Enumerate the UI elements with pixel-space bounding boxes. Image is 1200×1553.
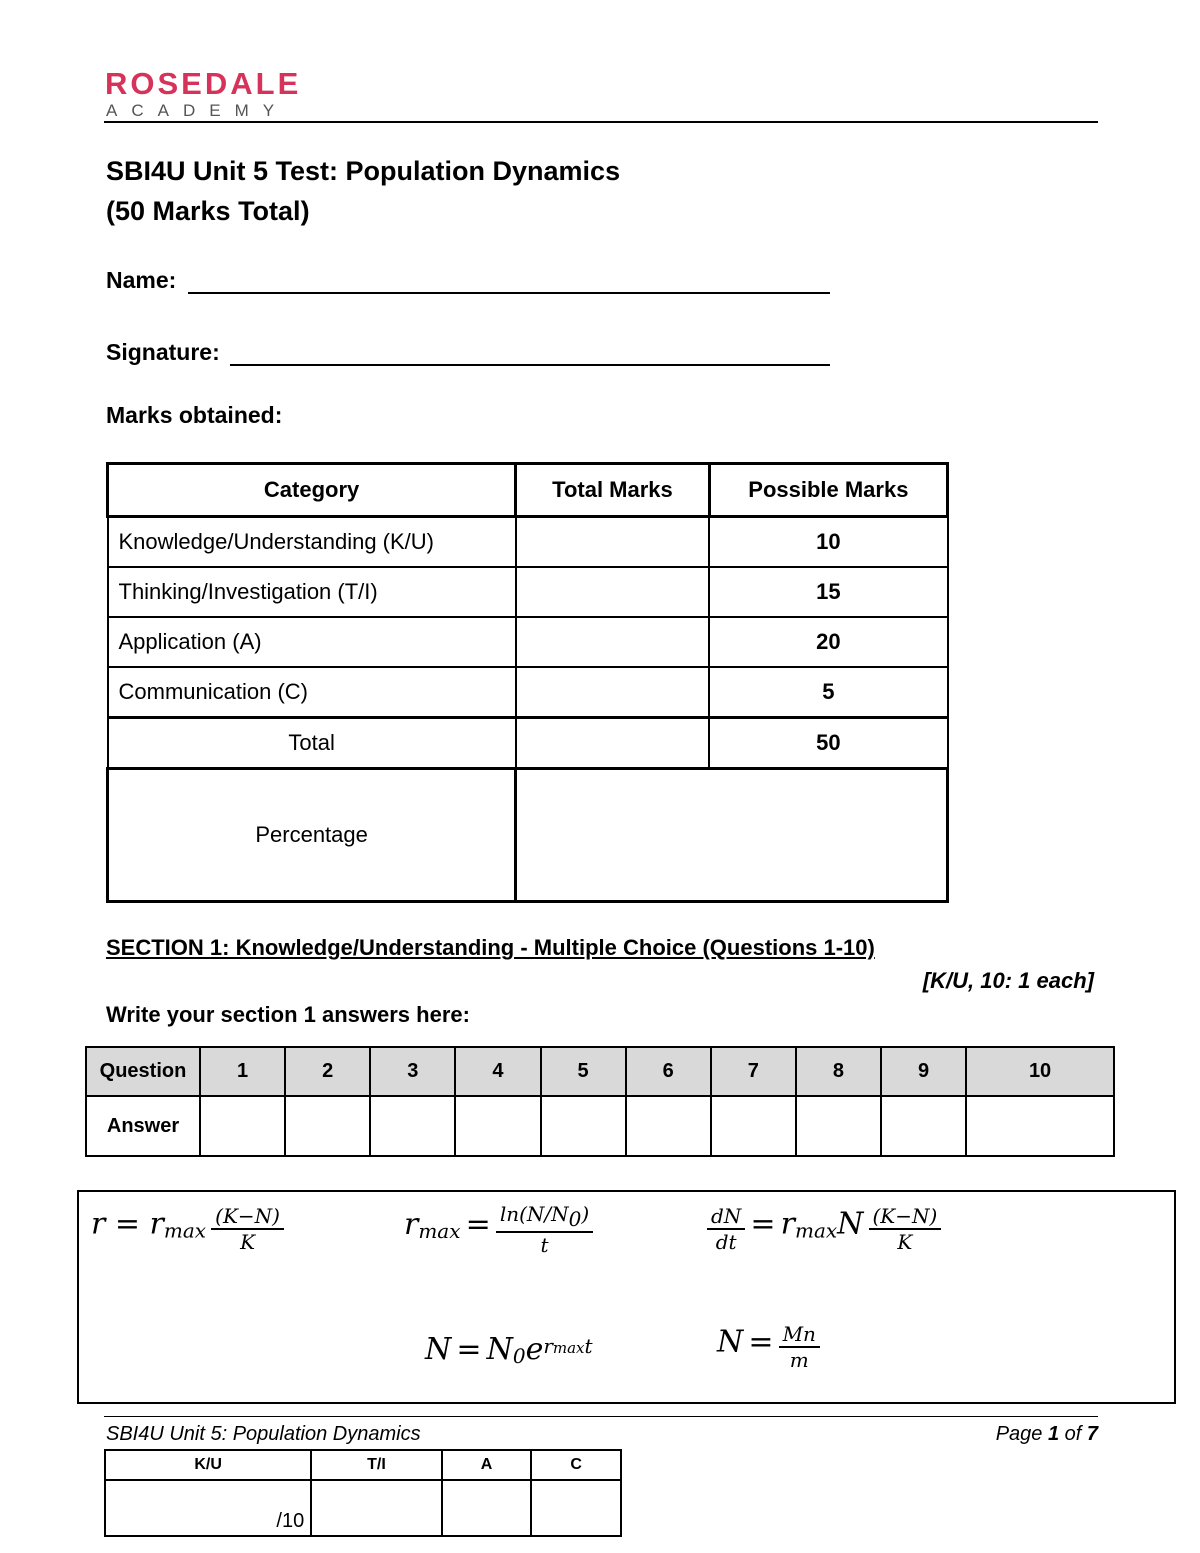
question-number: 1 — [200, 1047, 285, 1096]
score-header-c: C — [531, 1450, 621, 1480]
question-number: 8 — [796, 1047, 881, 1096]
question-number: 9 — [881, 1047, 966, 1096]
score-cell-ku[interactable]: /10 — [105, 1480, 311, 1536]
possible-marks-cell: 5 — [709, 667, 947, 718]
section1-instruction: Write your section 1 answers here: — [106, 1002, 470, 1027]
possible-marks-cell: 10 — [709, 517, 947, 568]
category-cell: Thinking/Investigation (T/I) — [108, 567, 516, 617]
formula-box — [77, 1190, 1176, 1404]
table-row — [108, 567, 948, 617]
question-number: 3 — [370, 1047, 455, 1096]
table-row — [108, 617, 948, 667]
category-cell: Application (A) — [108, 617, 516, 667]
total-row — [108, 718, 948, 769]
total-marks-cell[interactable] — [516, 567, 710, 617]
answer-cell[interactable] — [966, 1096, 1114, 1156]
score-table — [104, 1449, 622, 1537]
answer-cell[interactable] — [285, 1096, 370, 1156]
question-number: 10 — [966, 1047, 1114, 1096]
score-header-ku: K/U — [105, 1450, 311, 1480]
question-number: 7 — [711, 1047, 796, 1096]
school-logo-name: ROSEDALE — [105, 66, 302, 101]
answer-cell[interactable] — [881, 1096, 966, 1156]
score-header-ti: T/I — [311, 1450, 442, 1480]
question-row — [86, 1047, 1114, 1096]
question-number: 2 — [285, 1047, 370, 1096]
score-header-row — [105, 1450, 621, 1480]
name-field[interactable] — [188, 292, 830, 294]
score-cell-ti[interactable] — [311, 1480, 442, 1536]
section1-marks-note: [K/U, 10: 1 each] — [922, 968, 1094, 993]
answer-cell[interactable] — [370, 1096, 455, 1156]
header-divider — [104, 121, 1098, 123]
total-marks-cell[interactable] — [516, 667, 710, 718]
percentage-cell[interactable] — [516, 769, 948, 902]
formula-mark-recapture: N = $\frac{Mn}{m}$ — [717, 1322, 820, 1372]
answer-row — [86, 1096, 1114, 1156]
score-header-a: A — [442, 1450, 532, 1480]
name-label: Name: — [106, 267, 177, 293]
section1-heading: SECTION 1: Knowledge/Understanding - Multiple Choice (Questions 1-10) — [106, 935, 875, 960]
category-cell: Knowledge/Understanding (K/U) — [108, 517, 516, 568]
total-marks-sum-cell[interactable] — [516, 718, 710, 769]
question-label: Question — [86, 1047, 200, 1096]
signature-field[interactable] — [230, 364, 830, 366]
formula-dndt: $\frac{dN}{dt}$ = $r_{max}N$ $\frac{(K-N)}{K}$ — [707, 1204, 941, 1254]
category-cell: Communication (C) — [108, 667, 516, 718]
total-marks-cell[interactable] — [516, 517, 710, 568]
page-subtitle: (50 Marks Total) — [106, 196, 310, 226]
score-cell-a[interactable] — [442, 1480, 532, 1536]
marks-table — [106, 462, 949, 903]
answer-cell[interactable] — [711, 1096, 796, 1156]
table-row — [108, 667, 948, 718]
answer-cell[interactable] — [541, 1096, 626, 1156]
signature-label: Signature: — [106, 339, 220, 365]
score-cell-c[interactable] — [531, 1480, 621, 1536]
question-number: 4 — [455, 1047, 540, 1096]
answer-label: Answer — [86, 1096, 200, 1156]
footer-divider — [104, 1416, 1098, 1417]
percentage-label: Percentage — [108, 769, 516, 902]
page-number: Page 1 of 7 — [995, 1423, 1098, 1445]
answer-cell[interactable] — [626, 1096, 711, 1156]
percentage-row — [108, 769, 948, 902]
formula-exponential: $N = N_0e^{rmaxt}$ — [425, 1332, 593, 1369]
marks-obtained-label: Marks obtained: — [106, 402, 283, 428]
total-possible-cell: 50 — [709, 718, 947, 769]
question-number: 6 — [626, 1047, 711, 1096]
possible-marks-cell: 20 — [709, 617, 947, 667]
formula-r: $r = r_{max}$ $\frac{(K-N)}{K}$ — [91, 1204, 284, 1254]
header-category: Category — [108, 464, 516, 517]
header-possible-marks: Possible Marks — [709, 464, 947, 517]
formula-rmax: $r_{max}$ = $\frac{\ln(N/N_0)}{t}$ — [404, 1202, 593, 1257]
page-title: SBI4U Unit 5 Test: Population Dynamics — [106, 156, 621, 186]
total-marks-cell[interactable] — [516, 617, 710, 667]
total-label: Total — [108, 718, 516, 769]
answer-cell[interactable] — [796, 1096, 881, 1156]
marks-table-header — [108, 464, 948, 517]
table-row — [108, 517, 948, 568]
score-row — [105, 1480, 621, 1536]
footer-title: SBI4U Unit 5: Population Dynamics — [106, 1423, 421, 1445]
answer-cell[interactable] — [200, 1096, 285, 1156]
header-total-marks: Total Marks — [516, 464, 710, 517]
answer-cell[interactable] — [455, 1096, 540, 1156]
question-number: 5 — [541, 1047, 626, 1096]
school-logo-subtitle: ACADEMY — [106, 101, 289, 120]
answers-table — [85, 1046, 1115, 1157]
possible-marks-cell: 15 — [709, 567, 947, 617]
